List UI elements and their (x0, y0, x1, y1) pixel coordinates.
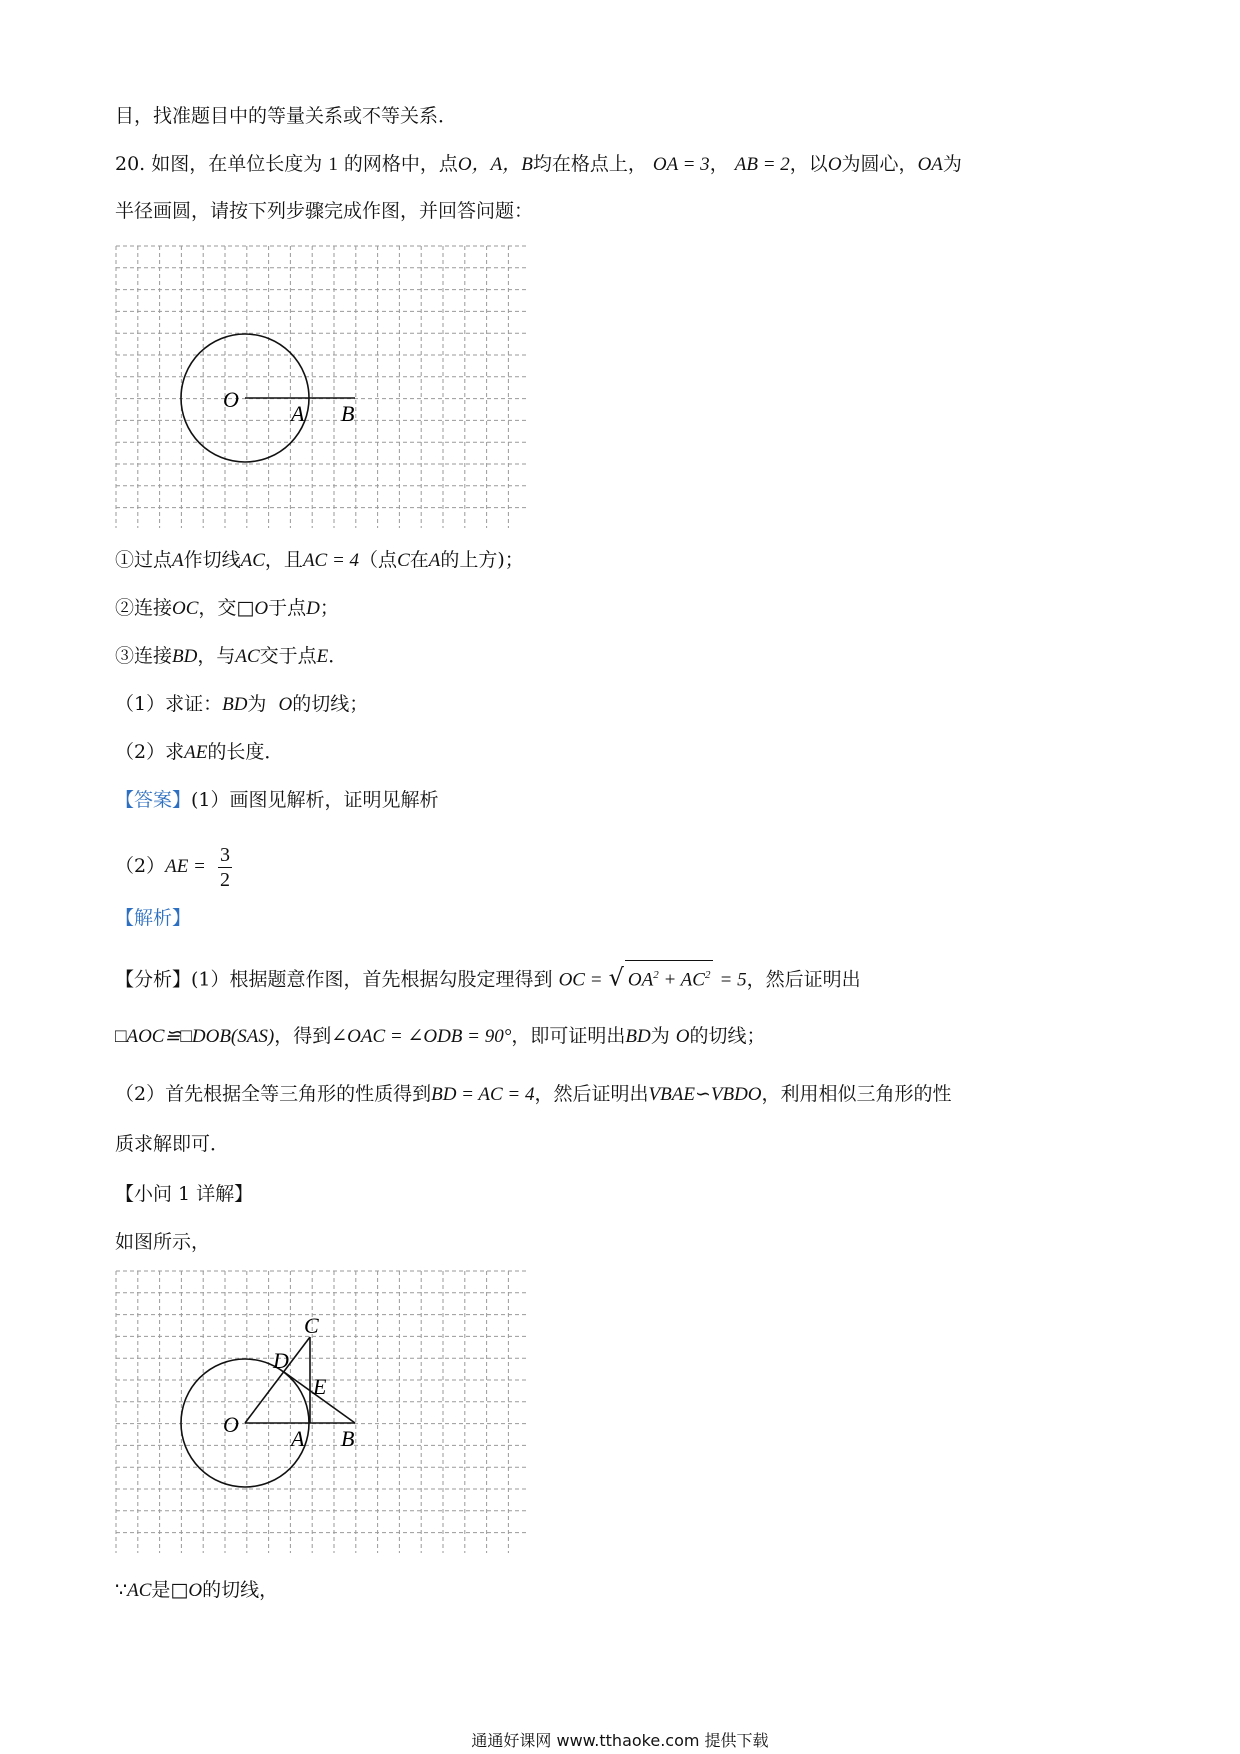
part-1 (115, 690, 368, 719)
math: AC = 4 (302, 550, 360, 571)
text: 的切线； (689, 1025, 766, 1047)
text: ，得到 (274, 1025, 332, 1047)
math: BD (172, 646, 198, 667)
text: ，与 (197, 645, 236, 667)
math: AC (127, 1580, 152, 1601)
math: OA = 3 (652, 154, 710, 175)
text: ． (328, 645, 348, 667)
math: BD (625, 1026, 651, 1047)
final-line (115, 1576, 278, 1605)
math: AE = (165, 856, 206, 877)
math: O (278, 694, 293, 715)
numerator: 3 (219, 843, 230, 866)
text: 的上方)； (440, 549, 524, 571)
label-b: B (341, 1426, 355, 1451)
text: ，即可证明出 (511, 1025, 626, 1047)
math: + AC (663, 969, 705, 991)
math: □AOC≌□DOB(SAS) (115, 1026, 275, 1047)
analysis-line-1 (115, 960, 861, 994)
math: ∠OAC = ∠ODB = 90° (331, 1026, 512, 1047)
text: 质求解即可． (115, 1133, 230, 1155)
math: O (188, 1580, 203, 1601)
text: ，以 (789, 153, 828, 175)
analysis-line-3 (115, 1080, 952, 1109)
figure-1-grid (115, 245, 531, 530)
math: AB = 2 (734, 154, 790, 175)
answer-2 (115, 838, 232, 894)
label-a: A (291, 401, 305, 426)
text: ，利用相似三角形的性 (761, 1083, 952, 1105)
text: ； (319, 597, 339, 619)
text: 的长度． (207, 741, 284, 763)
grid-lines (116, 1271, 529, 1553)
math: 1 (328, 154, 338, 175)
text-line-1 (115, 102, 457, 130)
math: OA (627, 969, 654, 991)
text: 半径画圆，请按下列步骤完成作图，并回答问题： (115, 200, 534, 222)
math: D (306, 598, 320, 619)
label-c: C (304, 1313, 319, 1338)
text: 为 (247, 693, 267, 715)
text: 的网格中，点 (343, 153, 458, 175)
text: (1）画图见解析，证明见解析 (191, 789, 439, 811)
footer: 通通好课网 www.tthaoke.com 提供下载 (471, 1731, 769, 1750)
text: 均在格点上， (532, 153, 647, 175)
math: A (172, 550, 184, 571)
as-shown-line (115, 1228, 210, 1256)
math: O (254, 598, 269, 619)
label-a: A (291, 1426, 305, 1451)
text: （2）求 (115, 741, 185, 763)
text: 作切线 (183, 549, 241, 571)
label-b: B (341, 401, 355, 426)
text: ， (709, 153, 729, 175)
text: ③连接 (115, 645, 173, 667)
label-d: D (273, 1348, 289, 1373)
part-2 (115, 738, 283, 767)
math: A (428, 550, 441, 571)
math: C (397, 550, 410, 571)
text: （点 (359, 549, 398, 571)
text: ∵ (115, 1579, 128, 1601)
math: AC (235, 646, 260, 667)
math: AC (240, 550, 265, 571)
text: 为圆心， (841, 153, 918, 175)
text: （1）求证： (115, 693, 223, 715)
step-3 (115, 642, 347, 671)
answer-1 (115, 786, 439, 814)
math: OC = (558, 969, 603, 991)
text: ，交□ (198, 597, 255, 619)
text: 交于点 (259, 645, 317, 667)
text: ②连接 (115, 597, 173, 619)
text: 的切线， (202, 1579, 279, 1601)
math: O，A，B (457, 154, 533, 175)
text: ，然后证明出 (746, 968, 861, 991)
text: 20. 如图，在单位长度为 (115, 153, 323, 175)
text: （2） (115, 855, 166, 877)
text: 【分析】(1）根据题意作图，首先根据勾股定理得到 (115, 968, 553, 991)
math: BD = AC = 4 (431, 1084, 535, 1105)
sub-question-tag (115, 1180, 253, 1208)
label-o: O (223, 387, 239, 412)
question-20-line-2 (115, 197, 533, 225)
figure-2-grid (115, 1270, 531, 1555)
math: VBAE∽VBDO (648, 1084, 762, 1105)
math: OC (172, 598, 199, 619)
text: 目，找准题目中的等量关系或不等关系． (115, 105, 458, 127)
grid-lines (116, 246, 529, 528)
text: 如图所示， (115, 1231, 211, 1253)
math: O (827, 154, 842, 175)
text: ，且 (264, 549, 303, 571)
fraction-3-over-2 (218, 843, 232, 892)
text: 在 (409, 549, 429, 571)
text: 是□ (151, 1579, 189, 1601)
math: OA (917, 154, 943, 175)
answer-tag: 【答案】 (115, 789, 192, 811)
analysis-line-2 (115, 1022, 766, 1051)
analysis-line-4 (115, 1130, 229, 1158)
sqrt-body: $OA^2 + AC^2$ (625, 960, 714, 994)
question-20-line-1 (115, 150, 962, 179)
math: O (675, 1026, 690, 1047)
text: （2）首先根据全等三角形的性质得到 (115, 1083, 432, 1105)
math: AE (184, 742, 208, 763)
text: ①过点 (115, 549, 173, 571)
math: = 5 (719, 969, 747, 991)
label-o: O (223, 1412, 239, 1437)
step-2 (115, 594, 339, 623)
jiexi-tag (115, 904, 191, 932)
text: 于点 (268, 597, 307, 619)
text: 为 (650, 1025, 670, 1047)
math: E (316, 646, 329, 667)
math: BD (222, 694, 248, 715)
text: ，然后证明出 (534, 1083, 649, 1105)
denominator: 2 (219, 868, 230, 891)
step-1 (115, 546, 524, 575)
analysis-tag: 【解析】 (115, 907, 192, 929)
sqrt-sign: √ (608, 963, 624, 992)
label-e: E (313, 1374, 327, 1399)
text: 的切线； (292, 693, 369, 715)
text: 【小问 1 详解】 (115, 1183, 254, 1205)
text: 为 (942, 153, 962, 175)
